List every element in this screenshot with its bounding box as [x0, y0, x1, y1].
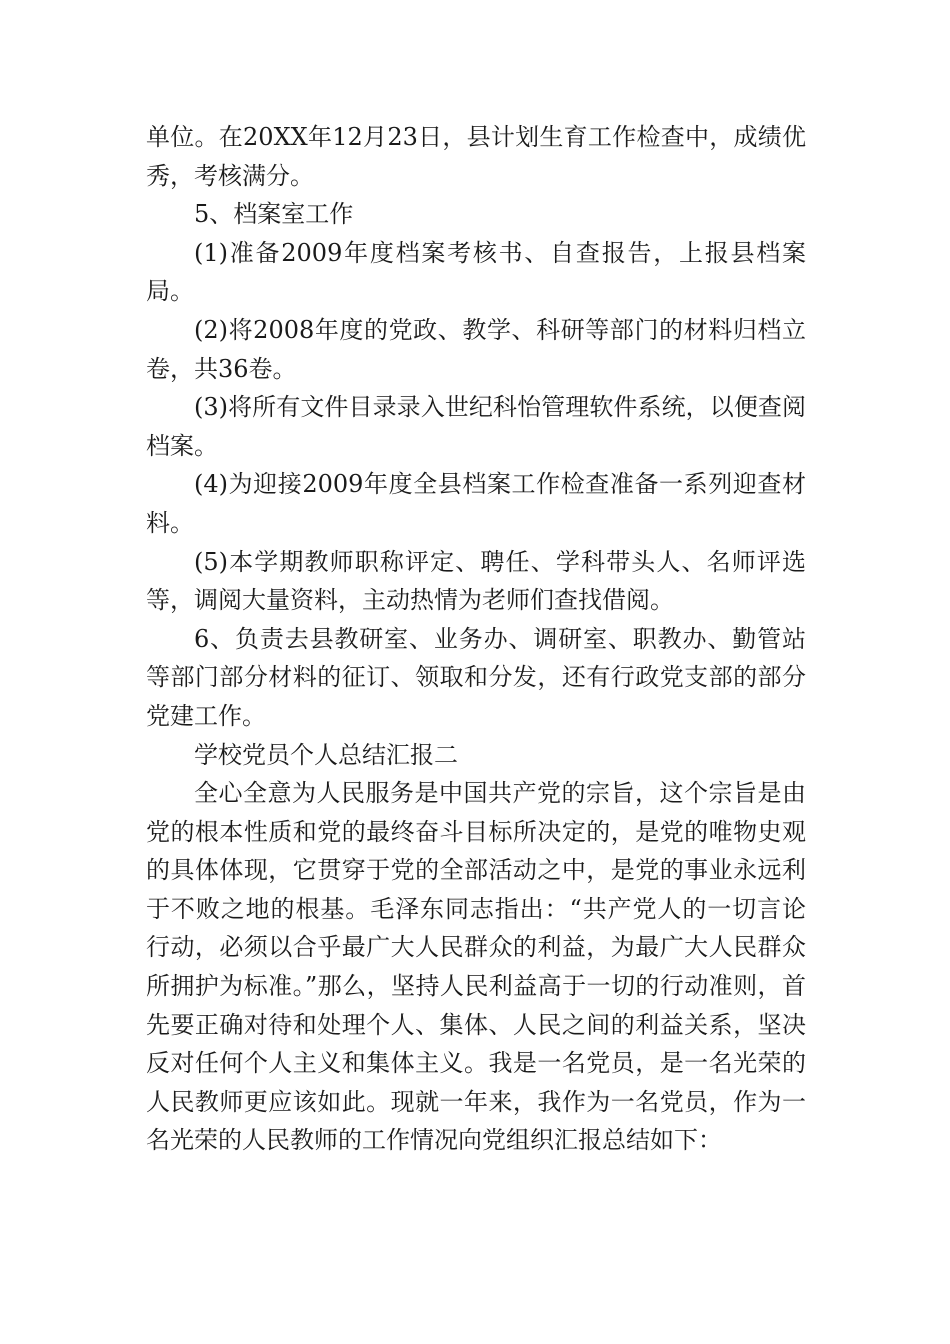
list-item: (4)为迎接2009年度全县档案工作检查准备一系列迎查材料。	[146, 470, 806, 537]
section-item-6: 6、负责去县教研室、业务办、调研室、职教办、勤管站等部门部分材料的征订、领取和分发，还有行政党支部的部分党建工作。	[146, 624, 806, 730]
section-heading-archives: 5、档案室工作	[194, 200, 354, 229]
list-item: (1)准备2009年度档案考核书、自查报告，上报县档案局。	[146, 238, 806, 306]
paragraph-continuation: 单位。在20XX年12月23日，县计划生育工作检查中，成绩优秀，考核满分。	[146, 123, 806, 190]
section-title: 学校党员个人总结汇报二	[194, 740, 458, 769]
list-item: (2)将2008年度的党政、教学、科研等部门的材料归档立卷，共36卷。	[146, 315, 806, 383]
list-item: (5)本学期教师职称评定、聘任、学科带头人、名师评选等，调阅大量资料，主动热情为老师们查找借阅。	[146, 547, 806, 615]
document-body	[146, 118, 806, 1160]
list-item: (3)将所有文件目录录入世纪科怡管理软件系统，以便查阅档案。	[146, 393, 806, 460]
body-paragraph: 全心全意为人民服务是中国共产党的宗旨，这个宗旨是由党的根本性质和党的最终奋斗目标所决定的，是党的唯物史观的具体体现，它贯穿于党的全部活动之中，是党的事业永远利于不败之地的根基。毛泽东同志指出：“共产党人的一切言论行动，必须以合乎最广大人民群众的利益，为最广大人民群众所拥护为标准。”那么，坚持人民利益高于一切的行动准则，首先要正确对待和处理个人、集体、人民之间的利益关系，坚决反对任何个人主义和集体主义。我是一名党员，是一名光荣的人民教师更应该如此。现就一年来，我作为一名党员，作为一名光荣的人民教师的工作情况向党组织汇报总结如下：	[146, 779, 806, 1155]
